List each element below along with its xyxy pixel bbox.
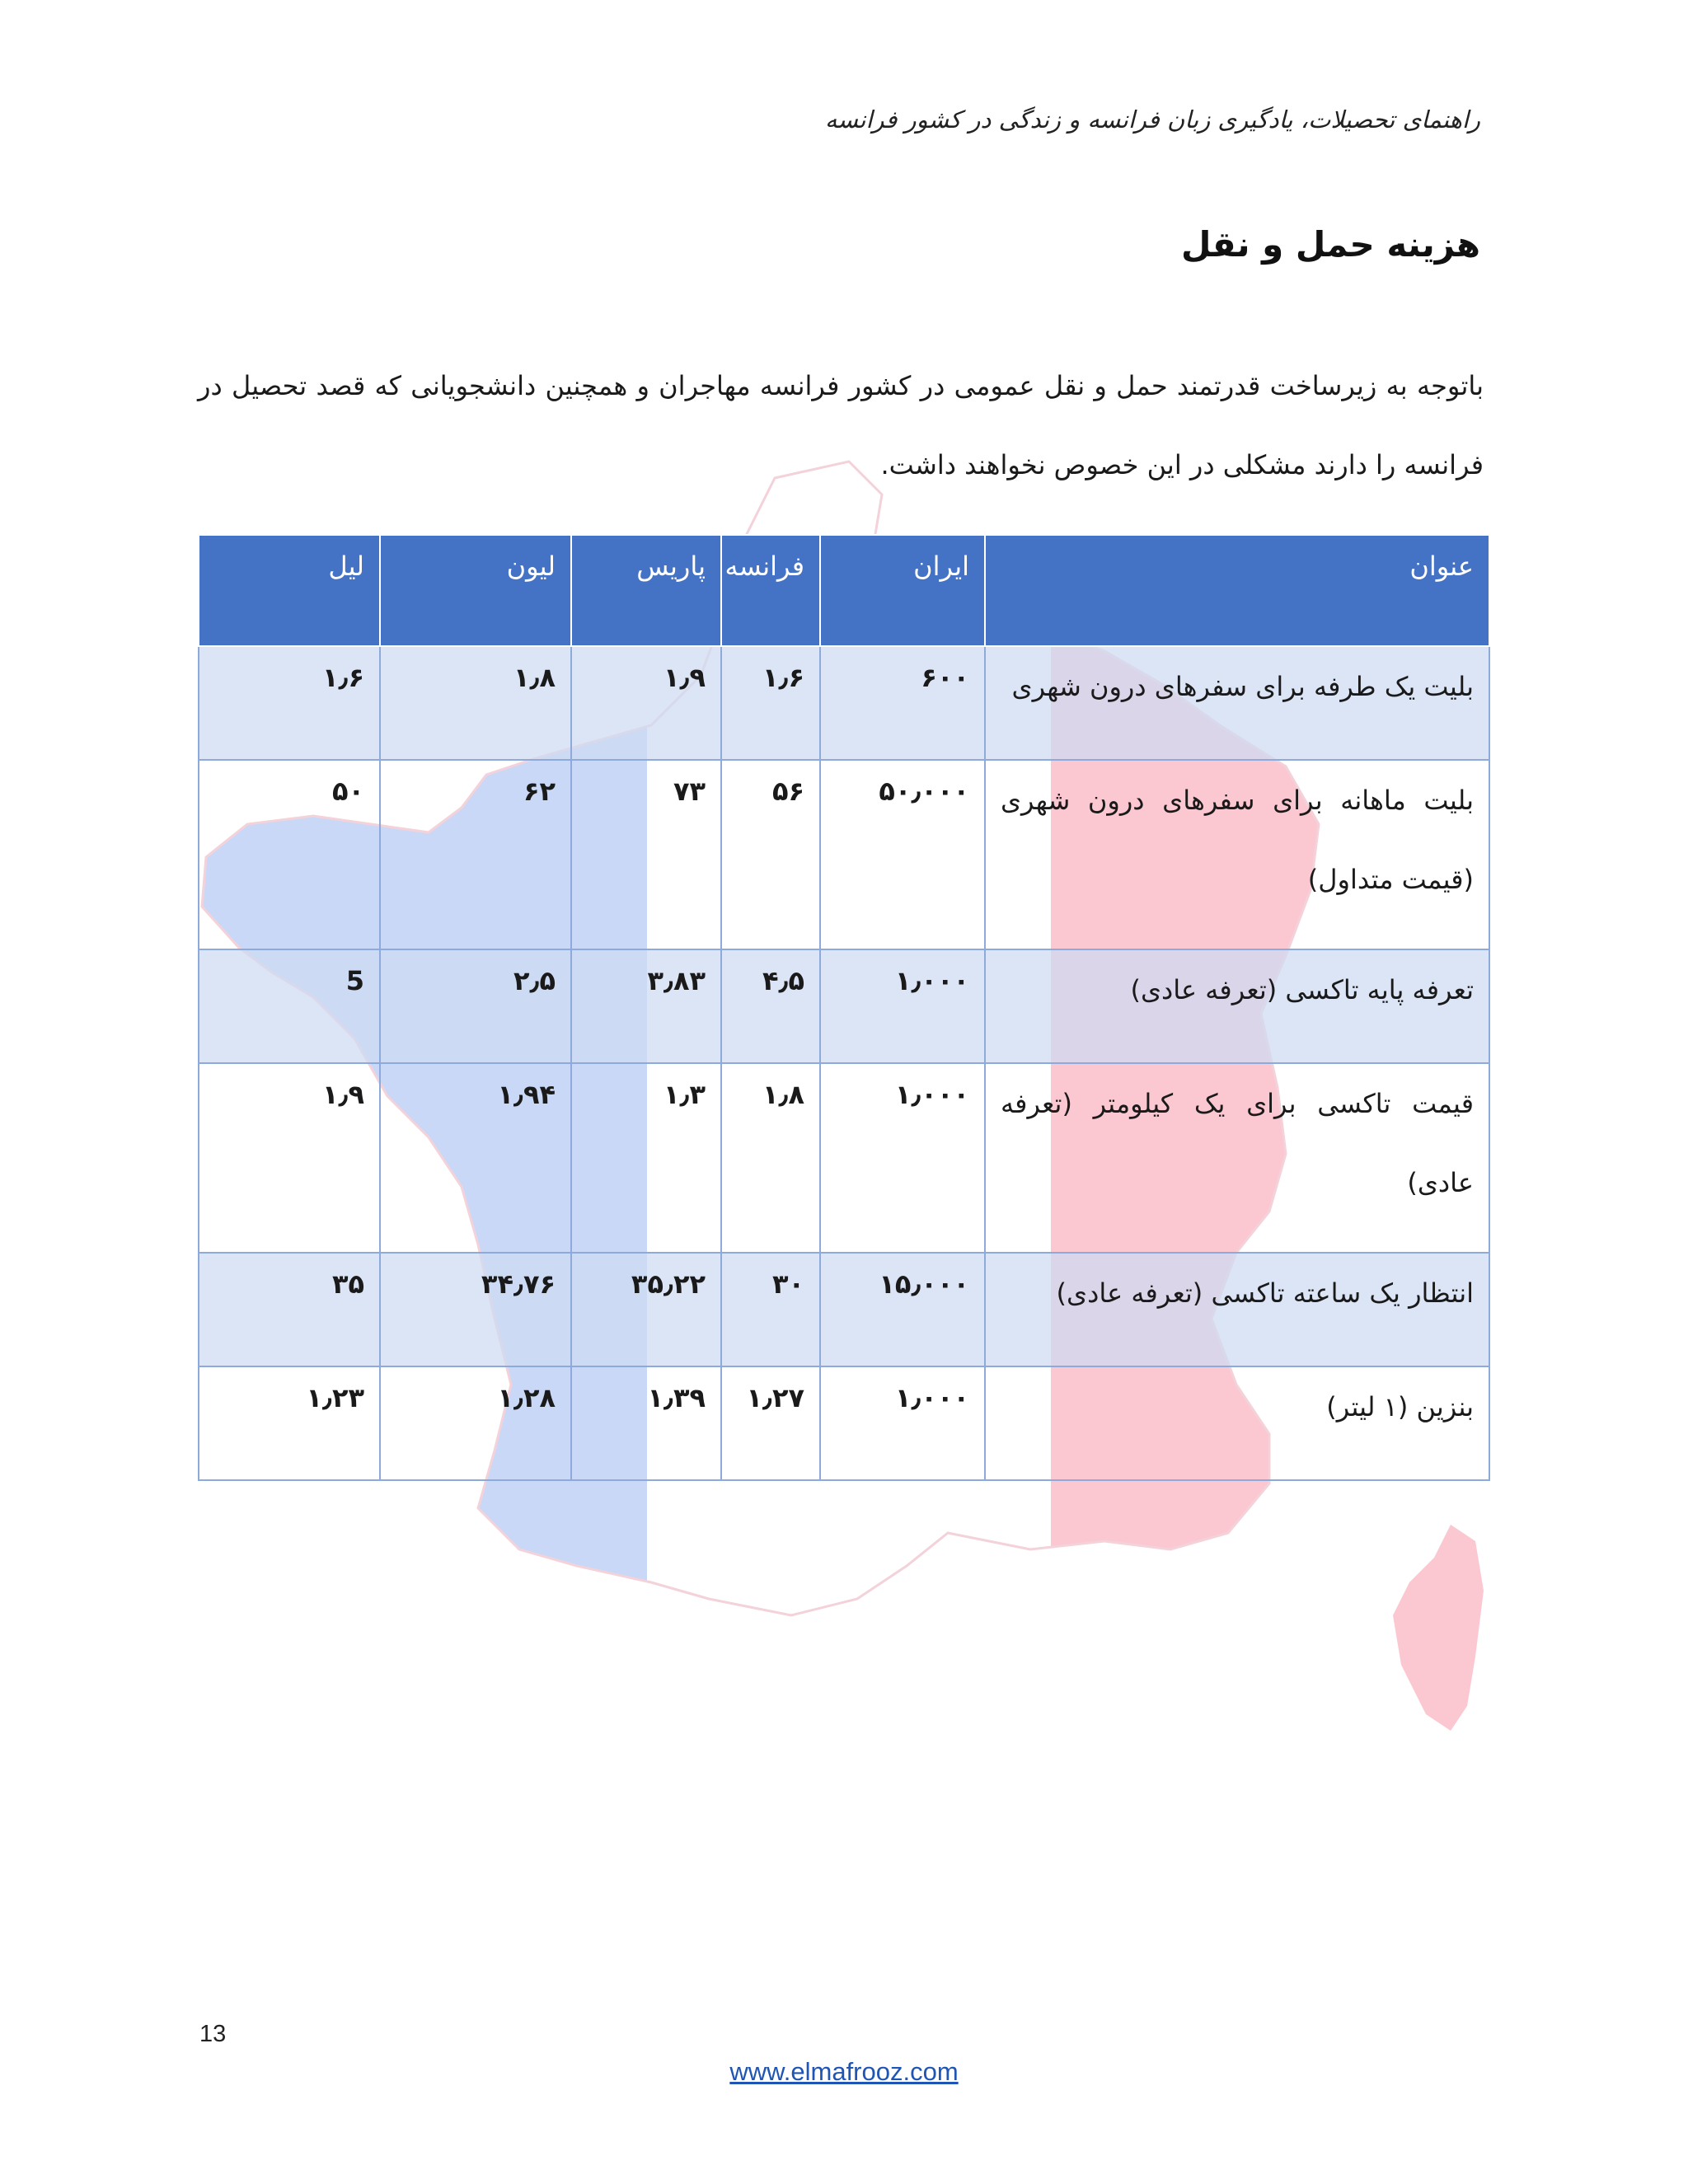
table-row bbox=[199, 949, 1489, 1063]
column-header-iran: ایران bbox=[820, 535, 985, 646]
intro-paragraph: باتوجه به زیرساخت قدرتمند حمل و نقل عمومی در کشور فرانسه مهاجران و همچنین دانشجویانی که قصد تحصیل در فرانسه را دارند مشکلی در این خصوص نخواهند داشت. bbox=[198, 370, 1484, 480]
cell-iran: ۱۵٫۰۰۰ bbox=[820, 1253, 985, 1366]
row-title: بنزین (۱ لیتر) bbox=[985, 1366, 1489, 1480]
cell-lyon: ۱٫۸ bbox=[380, 646, 571, 760]
table-row bbox=[199, 646, 1489, 760]
table-header-row bbox=[199, 535, 1489, 646]
cell-paris: ۳٫۸۳ bbox=[571, 949, 721, 1063]
cell-france: ۴٫۵ bbox=[721, 949, 820, 1063]
cell-lyon: ۱٫۲۸ bbox=[380, 1366, 571, 1480]
cell-lille: 5 bbox=[199, 949, 380, 1063]
cell-paris: ۱٫۹ bbox=[571, 646, 721, 760]
cell-france: ۱٫۸ bbox=[721, 1063, 820, 1253]
cell-lille: ۱٫۹ bbox=[199, 1063, 380, 1253]
row-title: بلیت یک طرفه برای سفرهای درون شهری bbox=[985, 646, 1489, 760]
column-header-paris: پاریس bbox=[571, 535, 721, 646]
running-header: راهنمای تحصیلات، یادگیری زبان فرانسه و زندگی در کشور فرانسه bbox=[825, 105, 1480, 134]
cell-iran: ۵۰٫۰۰۰ bbox=[820, 760, 985, 949]
table-row bbox=[199, 760, 1489, 949]
cell-lyon: ۱٫۹۴ bbox=[380, 1063, 571, 1253]
cell-paris: ۱٫۳ bbox=[571, 1063, 721, 1253]
table-row bbox=[199, 1253, 1489, 1366]
cell-iran: ۶۰۰ bbox=[820, 646, 985, 760]
cell-paris: ۱٫۳۹ bbox=[571, 1366, 721, 1480]
page-number: 13 bbox=[199, 2021, 227, 2047]
row-title: انتظار یک ساعته تاکسی (تعرفه عادی) bbox=[985, 1253, 1489, 1366]
cell-lyon: ۳۴٫۷۶ bbox=[380, 1253, 571, 1366]
section-title: هزینه حمل و نقل bbox=[1180, 224, 1480, 265]
cell-paris: ۷۳ bbox=[571, 760, 721, 949]
column-header-france: فرانسه bbox=[721, 535, 820, 646]
cell-lille: ۳۵ bbox=[199, 1253, 380, 1366]
row-title: تعرفه پایه تاکسی (تعرفه عادی) bbox=[985, 949, 1489, 1063]
column-header-lyon: لیون bbox=[380, 535, 571, 646]
table-row bbox=[199, 1063, 1489, 1253]
cell-lille: ۵۰ bbox=[199, 760, 380, 949]
cell-iran: ۱٫۰۰۰ bbox=[820, 1366, 985, 1480]
row-title: قیمت تاکسی برای یک کیلومتر (تعرفه عادی) bbox=[985, 1063, 1489, 1253]
table-row bbox=[199, 1366, 1489, 1480]
transport-cost-table bbox=[198, 534, 1490, 1481]
cell-lyon: ۶۲ bbox=[380, 760, 571, 949]
column-header-lille: لیل bbox=[199, 535, 380, 646]
row-title: بلیت ماهانه برای سفرهای درون شهری (قیمت متداول) bbox=[985, 760, 1489, 949]
cell-france: ۳۰ bbox=[721, 1253, 820, 1366]
cell-france: ۵۶ bbox=[721, 760, 820, 949]
website-link[interactable]: www.elmafrooz.com bbox=[729, 2057, 959, 2086]
cell-lyon: ۲٫۵ bbox=[380, 949, 571, 1063]
cell-paris: ۳۵٫۲۲ bbox=[571, 1253, 721, 1366]
cell-france: ۱٫۶ bbox=[721, 646, 820, 760]
cell-france: ۱٫۲۷ bbox=[721, 1366, 820, 1480]
cell-iran: ۱٫۰۰۰ bbox=[820, 949, 985, 1063]
cell-lille: ۱٫۲۳ bbox=[199, 1366, 380, 1480]
cell-lille: ۱٫۶ bbox=[199, 646, 380, 760]
cell-iran: ۱٫۰۰۰ bbox=[820, 1063, 985, 1253]
column-header-title: عنوان bbox=[985, 535, 1489, 646]
